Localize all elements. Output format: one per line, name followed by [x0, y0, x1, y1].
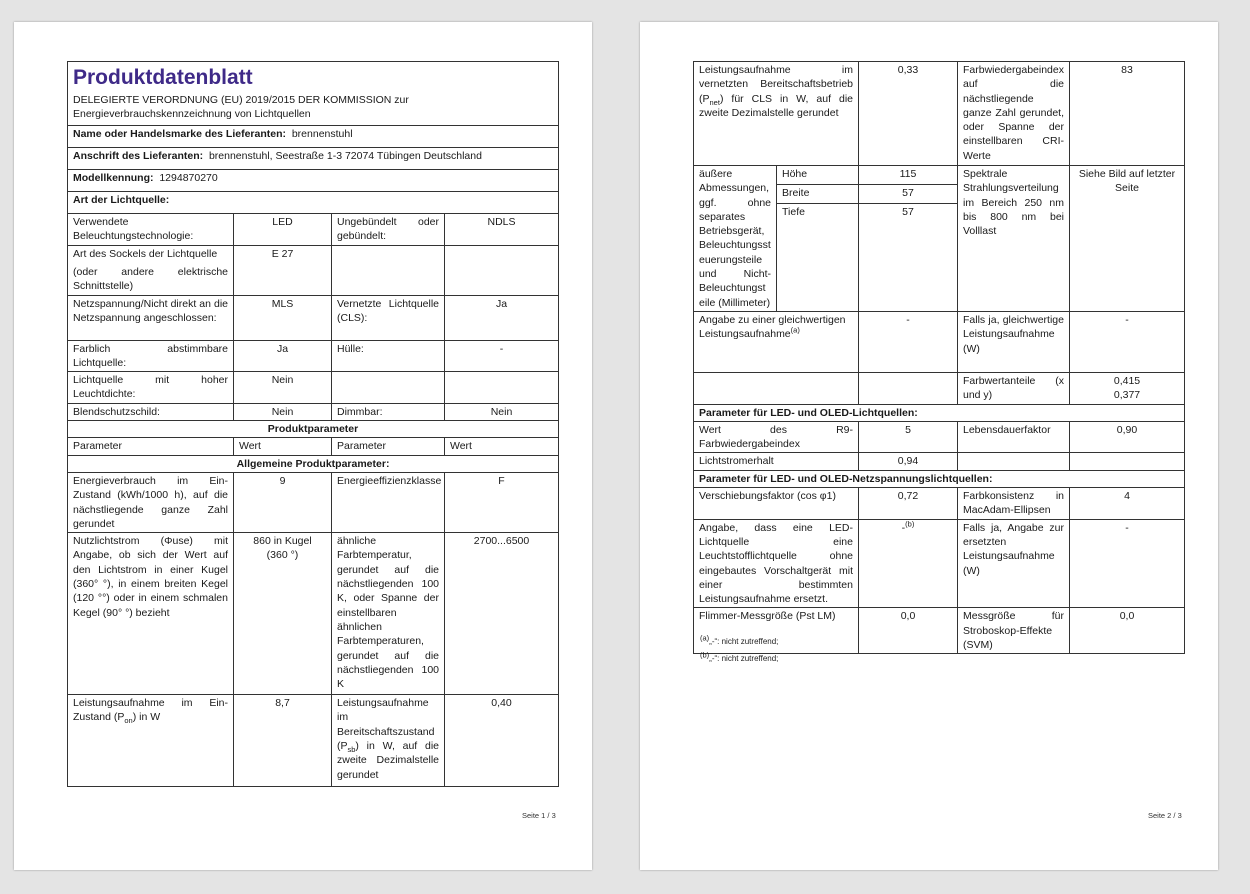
empty-cell	[958, 453, 1070, 470]
light-source-type-heading: Art der Lichtquelle:	[68, 192, 559, 214]
datasheet-table-page-1	[67, 61, 559, 787]
cls-label: Vernetzte Lichtquelle (CLS):	[332, 295, 445, 340]
depth-label: Tiefe	[777, 204, 859, 312]
empty-cell	[332, 245, 445, 295]
width-value: 57	[859, 185, 958, 204]
luminous-flux-value-line-2: (360 °)	[266, 549, 299, 562]
standby-power-label-text: Leistungsaufnahme im Bereitschaftszustand (P	[337, 697, 435, 753]
chromaticity-x: 0,415	[1113, 374, 1141, 387]
page-1	[14, 22, 592, 870]
fluorescent-replacement-dash: -	[901, 521, 906, 534]
networked-standby-subscript: net	[709, 97, 720, 107]
page-number-1: Seite 1 / 3	[522, 811, 556, 820]
equivalent-power-label	[694, 311, 859, 372]
energy-consumption-value: 9	[234, 472, 332, 532]
tech-value: LED	[234, 214, 332, 246]
supplier-address-row	[68, 148, 559, 170]
glare-label: Blendschutzschild:	[68, 403, 234, 420]
mains-value: MLS	[234, 295, 332, 340]
spectral-distribution-label: Spektrale Strahlungsverteilung im Bereich 250 nm bis 800 nm bei Volllast	[958, 166, 1070, 312]
datasheet-table-page-2	[693, 61, 1185, 654]
footnote-b-text: „-“: nicht zutreffend;	[709, 654, 779, 663]
on-mode-power-label-text: Leistungsaufnahme im Ein-Zustand (P	[73, 697, 228, 724]
glare-value: Nein	[234, 403, 332, 420]
equivalent-power-watts-label: Falls ja, gleichwertige Leistungsaufnahme (W)	[958, 311, 1070, 372]
power-factor-value: 0,72	[859, 488, 958, 520]
supplier-name-label: Name oder Handelsmarke des Lieferanten:	[73, 128, 286, 140]
on-mode-power-label-unit: ) in W	[132, 711, 161, 724]
on-mode-power-subscript: on	[124, 716, 133, 726]
footnote-a	[700, 633, 779, 646]
cri-label: Farbwiedergabeindex auf die nächstliegende ganze Zahl gerundet, oder Spanne der einstellbaren CRI-Werte	[958, 62, 1070, 166]
energy-class-value: F	[445, 472, 559, 532]
luminous-flux-label: Nutzlichtstrom (Φuse) mit Angabe, ob sich der Wert auf den Lichtstrom in einer Kugel (360° °), in einem breiten Kegel (120 °°) oder in einem schmalen Kegel (90° °) bezieht	[68, 533, 234, 695]
survival-factor-value: 0,90	[1070, 421, 1185, 453]
footnote-a-mark: (a)	[700, 633, 710, 643]
height-label: Höhe	[777, 166, 859, 185]
supplier-address: brennenstuhl, Seestraße 1-3 72074 Tübingen Deutschland	[208, 150, 482, 162]
dimmable-value: Nein	[445, 403, 559, 420]
mains-label: Netzspannung/Nicht direkt an die Netzspannung angeschlossen:	[68, 295, 234, 340]
model-row	[68, 170, 559, 192]
power-factor-label: Verschiebungsfaktor (cos φ1)	[694, 488, 859, 520]
r9-label: Wert des R9-Farbwiedergabeindex	[694, 421, 859, 453]
product-params-heading: Produktparameter	[68, 421, 559, 438]
on-mode-power-label	[68, 695, 234, 787]
survival-factor-label: Lebensdauerfaktor	[958, 421, 1070, 453]
footnote-a-reference: (a)	[790, 325, 800, 335]
standby-power-subscript: sb	[347, 745, 356, 755]
column-header-parameter: Parameter	[332, 438, 445, 455]
bundled-value: NDLS	[445, 214, 559, 246]
chromaticity-value	[1070, 372, 1185, 404]
envelope-value: -	[445, 340, 559, 372]
r9-value: 5	[859, 421, 958, 453]
fluorescent-replacement-value	[859, 519, 958, 608]
dimensions-label: äußere Abmessungen, ggf. ohne separates Betriebsgerät, Beleuchtungssteuerungsteile und Nicht-Beleuchtungsteile (Millimeter)	[694, 166, 777, 312]
tunable-label: Farblich abstimmbare Lichtquelle:	[68, 340, 234, 372]
flicker-metric-value: 0,0	[859, 608, 958, 654]
high-luminance-label: Lichtquelle mit hoher Leuchtdichte:	[68, 372, 234, 404]
height-value: 115	[859, 166, 958, 185]
page-title: Produktdatenblatt	[73, 66, 253, 89]
luminous-flux-value-line-1: 860 in Kugel	[253, 535, 312, 548]
footnote-b-mark: (b)	[700, 650, 710, 660]
energy-class-label: Energieeffizienzklasse	[332, 472, 445, 532]
model-id: 1294870270	[159, 172, 218, 184]
socket-label-line-2: (oder andere elektrische Schnittstelle)	[73, 265, 228, 293]
stroboscopic-metric-value: 0,0	[1070, 608, 1185, 654]
socket-value: E 27	[234, 245, 332, 295]
column-header-value: Wert	[234, 438, 332, 455]
supplier-name-row	[68, 126, 559, 148]
cri-value: 83	[1070, 62, 1185, 166]
column-header-parameter: Parameter	[68, 438, 234, 455]
luminous-flux-value	[234, 533, 332, 695]
standby-power-label	[332, 695, 445, 787]
networked-standby-label-text: Leistungsaufnahme im vernetzten Bereitschaftsbetrieb (P	[699, 64, 853, 105]
standby-power-label-unit: ) in W, auf die zweite Dezimalstelle gerundet	[337, 740, 439, 781]
page-number-2: Seite 2 / 3	[1148, 811, 1182, 820]
empty-cell	[694, 372, 859, 404]
stroboscopic-metric-label: Messgröße für Stroboskop-Effekte (SVM)	[958, 608, 1070, 654]
model-label: Modellkennung:	[73, 172, 154, 184]
replaced-power-label: Falls ja, Angabe zur ersetzten Leistungsaufnahme (W)	[958, 519, 1070, 608]
column-header-value: Wert	[445, 438, 559, 455]
spectral-distribution-value: Siehe Bild auf letzter Seite	[1070, 166, 1185, 312]
tunable-value: Ja	[234, 340, 332, 372]
width-label: Breite	[777, 185, 859, 204]
empty-cell	[1070, 453, 1185, 470]
energy-consumption-label: Energieverbrauch im Ein-Zustand (kWh/1000 h), auf die nächstliegende ganze Zahl gerundet	[68, 472, 234, 532]
footnote-a-text: „-“: nicht zutreffend;	[709, 637, 779, 646]
standby-power-value: 0,40	[445, 695, 559, 787]
footnote-b	[700, 650, 779, 663]
cls-value: Ja	[445, 295, 559, 340]
empty-cell	[445, 245, 559, 295]
dimmable-label: Dimmbar:	[332, 403, 445, 420]
high-luminance-value: Nein	[234, 372, 332, 404]
header-cell	[68, 62, 559, 126]
equivalent-power-label-text: Angabe zu einer gleichwertigen Leistungsaufnahme	[699, 313, 846, 341]
on-mode-power-value: 8,7	[234, 695, 332, 787]
general-params-heading: Allgemeine Produktparameter:	[68, 455, 559, 472]
envelope-label: Hülle:	[332, 340, 445, 372]
bundled-label: Ungebündelt oder gebündelt:	[332, 214, 445, 246]
socket-label-line-1: Art des Sockels der Lichtquelle	[73, 247, 218, 260]
empty-cell	[332, 372, 445, 404]
networked-standby-label-unit: ) für CLS in W, auf die zweite Dezimalstelle gerundet	[699, 92, 853, 119]
fluorescent-replacement-label: Angabe, dass eine LED-Lichtquelle eine Leuchtstofflichtquelle ohne eingebautes Vorschaltgerät mit einer bestimmten Leistungsaufnahme ersetzt.	[694, 519, 859, 608]
supplier-name: brennenstuhl	[291, 128, 353, 140]
lumen-maintenance-label: Lichtstromerhalt	[694, 453, 859, 470]
networked-standby-value: 0,33	[859, 62, 958, 166]
socket-label	[68, 245, 234, 295]
chromaticity-label: Farbwertanteile (x und y)	[958, 372, 1070, 404]
tech-label: Verwendete Beleuchtungstechnologie:	[68, 214, 234, 246]
empty-cell	[859, 372, 958, 404]
cct-label: ähnliche Farbtemperatur, gerundet auf die nächstliegenden 100 K, oder Spanne der einstellbaren ähnlichen Farbtemperaturen, gerundet auf die nächstliegenden 100 K	[332, 533, 445, 695]
cct-value: 2700...6500	[445, 533, 559, 695]
mains-led-params-heading: Parameter für LED- und OLED-Netzspannungslichtquellen:	[694, 470, 1185, 487]
equivalent-power-value: -	[859, 311, 958, 372]
flicker-metric-label: Flimmer-Messgröße (Pst LM)	[694, 608, 859, 654]
regulation-subtitle: DELEGIERTE VERORDNUNG (EU) 2019/2015 DER KOMMISSION zur Energieverbrauchskennzeichnung von Lichtquellen	[73, 94, 409, 120]
equivalent-power-watts-value: -	[1070, 311, 1185, 372]
led-params-heading: Parameter für LED- und OLED-Lichtquellen:	[694, 404, 1185, 421]
chromaticity-y: 0,377	[1113, 389, 1141, 402]
depth-value: 57	[859, 204, 958, 312]
supplier-address-label: Anschrift des Lieferanten:	[73, 150, 204, 162]
lumen-maintenance-value: 0,94	[859, 453, 958, 470]
footnote-b-reference: (b)	[905, 519, 915, 529]
colour-consistency-label: Farbkonsistenz in MacAdam-Ellipsen	[958, 488, 1070, 520]
replaced-power-value: -	[1070, 519, 1185, 608]
empty-cell	[445, 372, 559, 404]
networked-standby-label	[694, 62, 859, 166]
colour-consistency-value: 4	[1070, 488, 1185, 520]
page-2	[640, 22, 1218, 870]
